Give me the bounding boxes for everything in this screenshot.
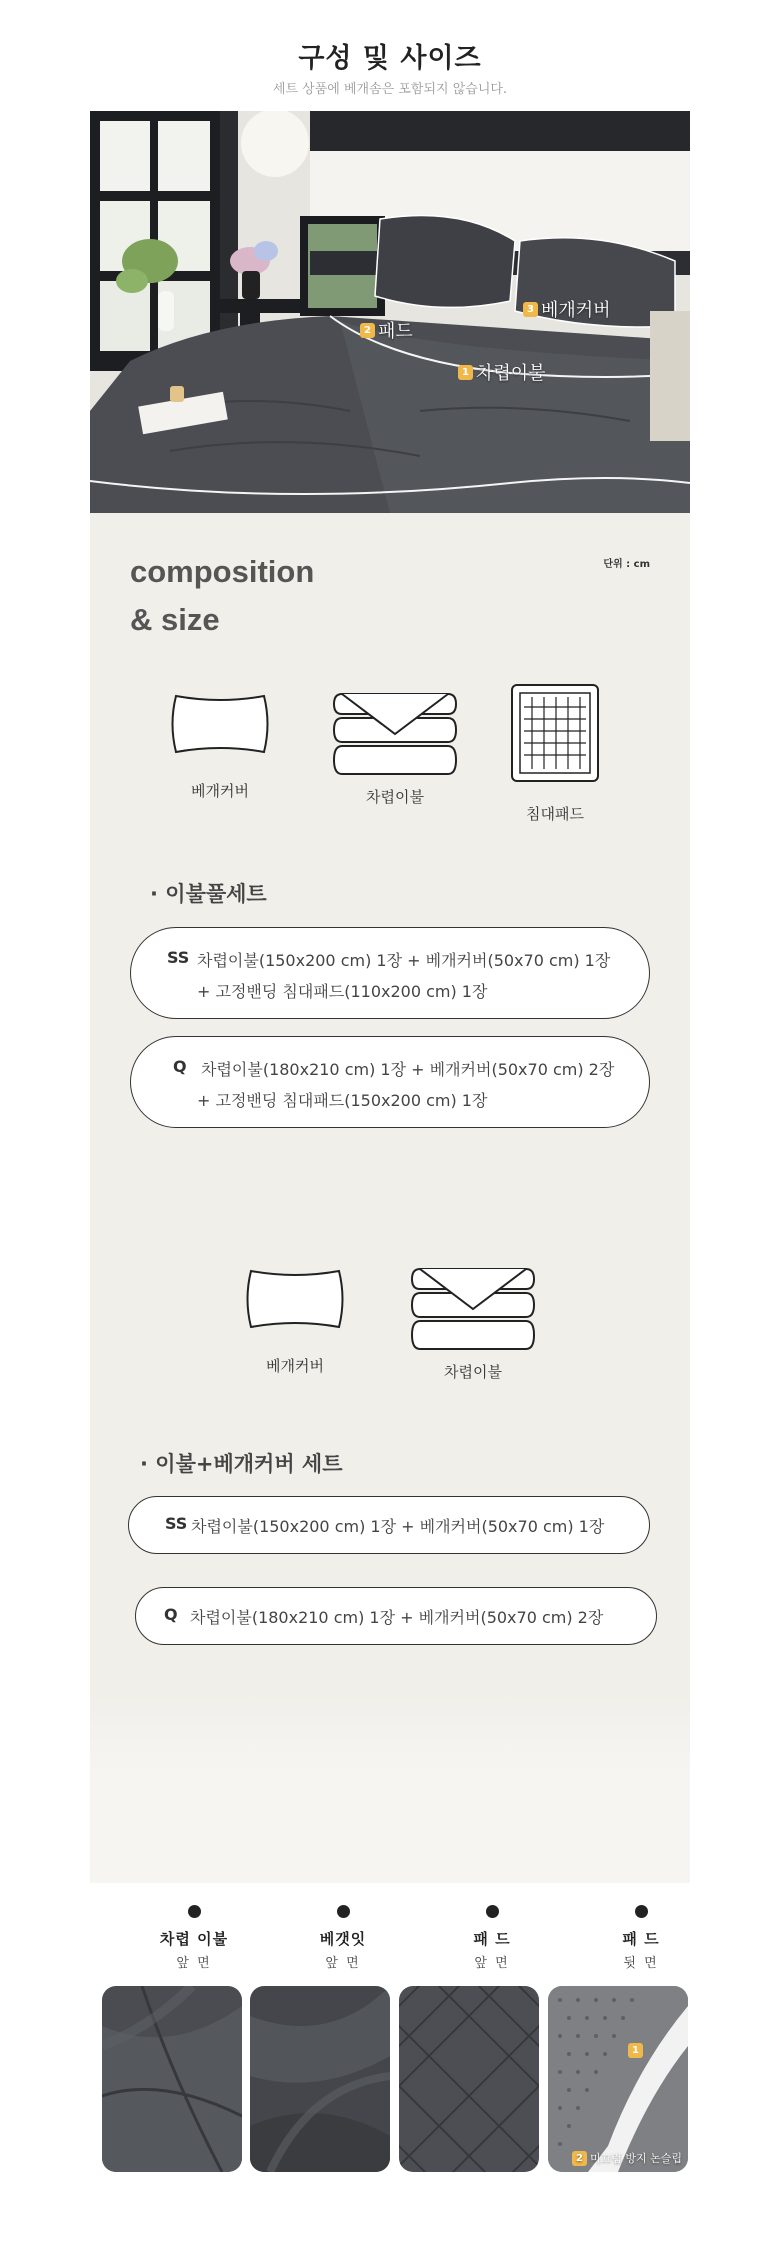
folded-comforter-icon [332,688,458,780]
comforter-fabric-image [102,1986,242,2172]
size-code: SS [165,1514,188,1533]
composition-panel [90,513,690,1883]
swatch-label-pad-front [417,1905,567,1971]
bullet-dot [337,1905,350,1918]
icon-label: 베개커버 [266,1357,324,1375]
size-detail: 차렵이불(150x200 cm) 1장 + 베개커버(50x70 cm) 1장 [191,1517,605,1536]
bullet-dot [188,1905,201,1918]
hero-tag-pad [360,317,413,343]
icon-label: 베개커버 [191,782,249,800]
badge-number: 2 [572,2151,587,2166]
swatch-side: 앞 면 [474,1956,510,1971]
hero-tag-comforter [458,359,546,385]
full-set-title: · 이불풀세트 [150,882,267,906]
hero-photo [90,111,690,513]
heading-line: & size [130,602,220,637]
badge-number: 1 [628,2043,643,2058]
pad-front-swatch [399,1986,539,2172]
comforter-item [408,1263,538,1382]
swatch-name: 차렵 이불 [159,1930,229,1948]
pad-back-swatch [548,1986,688,2172]
swatch-side: 앞 면 [176,1956,212,1971]
hero-tag-label: 차렵이불 [476,363,546,384]
icon-label: 침대패드 [526,805,584,823]
non-slip-backing-image [548,1986,688,2172]
size-row-q [130,1036,650,1128]
non-slip-caption [572,2150,682,2166]
comforter-item [330,688,460,807]
hero-tag-label: 베개커버 [541,300,611,321]
page-title: 구성 및 사이즈 [298,43,482,74]
size-row-q [135,1587,657,1645]
badge-number: 3 [523,302,538,317]
pillowcase-item [240,1263,350,1376]
swatch-name: 베갯잇 [319,1930,367,1948]
mattress-pad-item [505,683,605,824]
icon-label: 차렵이불 [444,1363,502,1381]
size-code: SS [167,948,190,967]
pillowcase-fabric-image [250,1986,390,2172]
mattress-pad-icon [510,683,600,783]
swatch-side: 뒷 면 [623,1956,659,1971]
swatch-label-comforter [119,1905,269,1971]
caption-text: 미끄럼 방지 논슬립 [589,2152,682,2165]
pillowcase-icon [168,688,272,760]
bullet-dot [635,1905,648,1918]
size-row-ss [128,1496,650,1554]
swatch-side: 앞 면 [325,1956,361,1971]
pillow-set-title: · 이불+베개커버 세트 [140,1452,343,1476]
swatch-label-pad-back [566,1905,716,1971]
size-detail: 차렵이불(150x200 cm) 1장 + 베개커버(50x70 cm) 1장 [197,951,611,970]
size-detail: + 고정밴딩 침대패드(150x200 cm) 1장 [197,1091,488,1110]
badge-number: 1 [458,365,473,380]
composition-heading [130,548,314,644]
page-subtitle: 세트 상품에 베개솜은 포함되지 않습니다. [272,82,508,97]
pillowcase-fabric-swatch [250,1986,390,2172]
icon-label: 차렵이불 [366,788,424,806]
hero-tag-pillowcase [523,296,611,322]
quilted-pad-image [399,1986,539,2172]
size-detail: + 고정밴딩 침대패드(110x200 cm) 1장 [197,982,488,1001]
size-row-ss [130,927,650,1019]
hero-tag-label: 패드 [378,321,413,342]
badge-number: 2 [360,323,375,338]
pillowcase-icon [243,1263,347,1335]
heading-line: composition [130,554,315,589]
size-detail: 차렵이불(180x210 cm) 1장 + 베개커버(50x70 cm) 2장 [190,1608,604,1627]
swatch-label-pillowcase [268,1905,418,1971]
pillowcase-item [165,688,275,801]
size-code: Q [173,1057,187,1076]
bullet-dot [486,1905,499,1918]
swatch-name: 패 드 [622,1930,660,1948]
folded-comforter-icon [410,1263,536,1355]
unit-label: 단위 : cm [603,559,650,570]
swatch-name: 패 드 [473,1930,511,1948]
comforter-fabric-swatch [102,1986,242,2172]
size-code: Q [164,1605,178,1624]
size-detail: 차렵이불(180x210 cm) 1장 + 베개커버(50x70 cm) 2장 [201,1060,615,1079]
